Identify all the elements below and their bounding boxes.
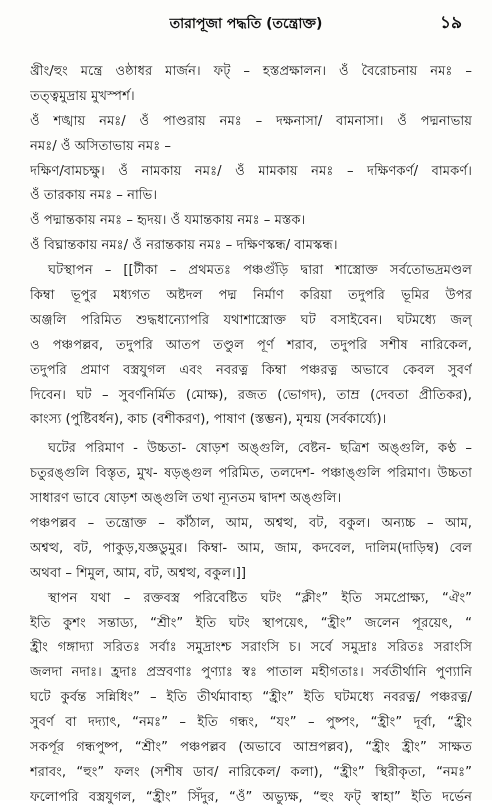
text-line: ও পঞ্চপল্লব, তদুপরি আতপ তণ্ডুল পূর্ণ শরাব, তদুপরি সশীষ নারিকেল, — [30, 337, 472, 353]
text-line: শরাবং, “হুং” ফলং (সশীষ ডাব/ নারিকেল/ কলা), “হ্রীং” স্থিরীকৃতা, “নমঃ” — [30, 764, 472, 780]
text-line: ওঁ তারকায় নমঃ – নাভি। — [30, 188, 158, 204]
text-line: কিম্বা ভূপুর মধ্যগত অষ্টদল পদ্ম নির্মাণ করিয়া তদুপরি ভূমির উপর — [30, 288, 472, 304]
text-line: সকর্পূর গন্ধপুষ্প, “শ্রীং” পঞ্চপল্লব (অভাবে আম্রপল্লব), “হ্রীং হ্রীং” সাক্ষত — [30, 740, 472, 756]
text-line: ঘটের পরিমাণ - উচ্চতা- ষোড়শ অঙ্গুলি, বেষ্টন- ছত্রিশ অঙ্গুলি, কণ্ঠ – — [48, 441, 472, 457]
running-title: তারাপূজা পদ্ধতি (তন্ত্রোক্ত) — [169, 16, 323, 32]
text-line: ইতি কুশং সন্তাড্য, “শ্রীং” ইতি ঘটং স্থাপয়েৎ, “হ্রীং” জলেন পূরয়েৎ, “ — [30, 615, 472, 631]
text-line: পঞ্চপল্লব – তন্ত্রোক্ত – কাঁঠাল, আম, অশ্বত্থ, বট, বকুল। অন্যচ্চ – আম, — [30, 516, 472, 532]
text-line: ফলোপরি বস্ত্রযুগল, “হ্রীং” সিঁদুর, “ওঁ” অভ্যুক্ষ, “হুং ফট্ স্বাহা” ইতি দর্ভেন — [30, 789, 472, 805]
text-line: দক্ষিণ/বামচক্ষু। ওঁ নামকায় নমঃ/ ওঁ মামকায় নমঃ – দক্ষিণকর্ণ/ বামকর্ণ। — [30, 163, 472, 179]
text-line: ওঁ শঙ্খায় নমঃ/ ওঁ পাণ্ডরায় নমঃ – দক্ষনাসা/ বামনাসা। ওঁ পদ্মনাভায় — [30, 113, 472, 129]
page-number: ১৯ — [439, 13, 462, 33]
text-line: চতুরঙ্গুলি বিস্তৃত, মুখ- ষড়ঙ্গুল পরিমিত, তলদেশ- পঞ্চাঙ্গুলি পরিমাণ। উচ্চতা — [30, 466, 472, 482]
text-line: জলদা নদাঃ। হ্রদাঃ প্রস্রবণাঃ পুণ্যাঃ স্বঃ পাতাল মহীগতাঃ। সর্বতীর্থানি পুণ্যানি — [30, 665, 472, 681]
text-line: ওঁ বিঘ্নান্তকায় নমঃ/ ওঁ নরান্তকায় নমঃ – দক্ষিণস্কন্ধ/ বামস্কন্ধ। — [30, 238, 338, 254]
text-line: কাংস্য (পুষ্টিবর্ধন), কাচ (বশীকরণ), পাষাণ (স্তম্ভন), মৃন্ময় (সর্বকার্য্যে)। — [30, 412, 387, 428]
text-line: হ্রীং গঙ্গাদ্যা সরিতঃ সর্বাঃ সমুদ্রাংশ্চ সরাংসি চ। সর্বে সমুদ্রাঃ সরিতঃ সরাংসি — [30, 640, 472, 656]
text-line: সাধারণ ভাবে ষোড়শ অঙ্গুলি তথা ন্যূনতম দ্বাদশ অঙ্গুলি। — [30, 491, 342, 507]
text-line: ঘটস্থাপন – [[টীকা – প্রথমতঃ পঞ্চগুঁড়ি দ্বারা শাস্ত্রোক্ত সর্বতোভদ্রমণ্ডল — [48, 263, 472, 279]
text-line: অশ্বত্থ, বট, পাকুড়,যজ্ঞডুমুর। কিম্বা- আম, জাম, কদবেল, দালিম(দাড়িম্ব) বেল — [30, 540, 472, 556]
text-line: সুবর্ণ বা দদ্যাৎ, “নমঃ” – ইতি গন্ধং, “যং” – পুষ্পং, “হ্রীং” দূর্বা, “হ্রীং — [30, 715, 472, 731]
text-line: অথবা – শিমুল, আম, বট, অশ্বত্থ, বকুল।]] — [30, 565, 247, 581]
text-line: নমঃ/ ওঁ অসিতাভায় নমঃ – — [30, 138, 172, 154]
text-line: ঘটে কুর্বন্ত সন্নিধিং” – ইতি তীর্থমাবাহ্য “হ্রীং” ইতি ঘটমধ্যে নবরত্ন/ পঞ্চরত্ন/ — [30, 690, 472, 706]
text-line: স্থাপন যথা – রক্তবস্ত্র পরিবেষ্টিত ঘটং “ক্লীং” ইতি সমপ্রোক্ষ্য, “ঐং” — [48, 590, 472, 606]
text-line: তদুপরি প্রমাণ বস্ত্রযুগল এবং নবরত্ন কিম্বা পঞ্চরত্ন অভাবে কেবল সুবর্ণ — [30, 362, 472, 378]
text-line: ওঁ পদ্মান্তকায় নমঃ – হৃদয়। ওঁ যমান্তকায় নমঃ – মস্তক। — [30, 213, 306, 229]
text-line: খ্রীং/হুং মন্ত্রে ওষ্ঠাধর মার্জন। ফট্ – হস্তপ্রক্ষালন। ওঁ বৈরোচনায় নমঃ – — [30, 64, 472, 79]
page-body — [30, 60, 472, 811]
text-line: তত্ত্বমুদ্রায় মুখস্পর্শ। — [30, 88, 135, 104]
page-header — [0, 8, 492, 36]
text-line: দিবেন। ঘট – সুবর্ণনির্মিত (মোক্ষ), রজত (ভোগদ), তাম্র (দেবতা প্রীতিকর), — [30, 387, 472, 403]
text-line: অঞ্জলি পরিমিত শুদ্ধধান্যোপরি যথাশাস্ত্রোক্ত ঘট বসাইবেন। ঘটমধ্যে জল্ — [30, 312, 472, 328]
